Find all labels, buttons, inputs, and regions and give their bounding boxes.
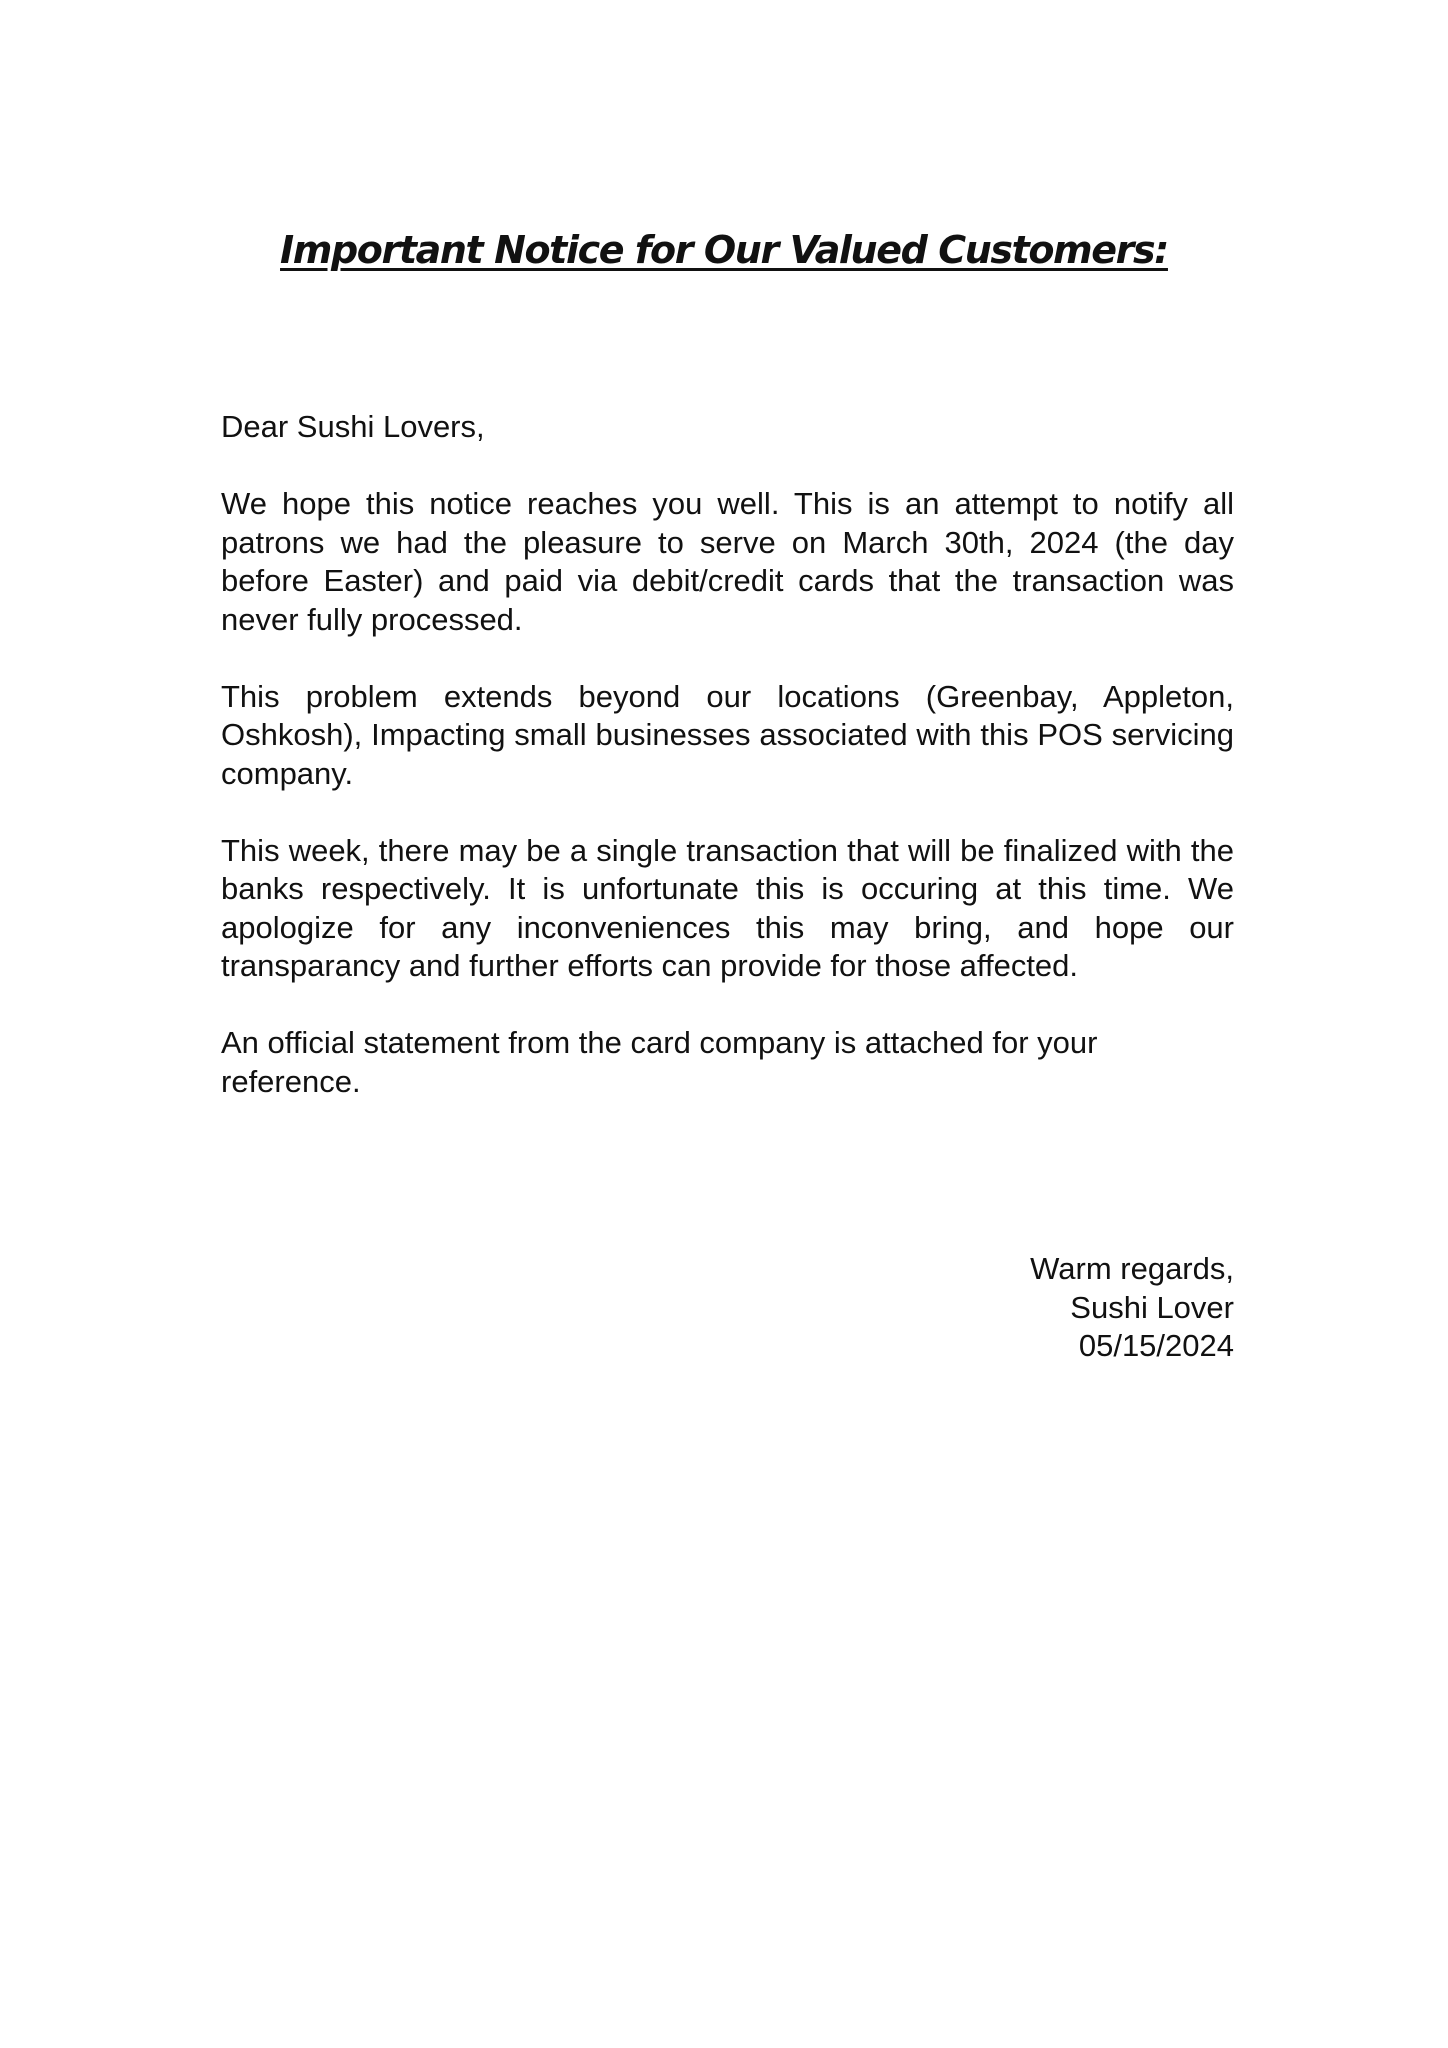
- paragraph-scope: This problem extends beyond our locations (Greenbay, Appleton, Oshkosh), Impacting small businesses associated with this POS servicing company.: [221, 678, 1234, 791]
- salutation: Dear Sushi Lovers,: [221, 409, 485, 444]
- signoff: Warm regards,: [1030, 1251, 1234, 1286]
- paragraph-transaction: This week, there may be a single transaction that will be finalized with the banks respectively. It is unfortunate this is occuring at this time. We apologize for any inconveniences this may bring, and hope our transparancy and further efforts can provide for those affected.: [221, 832, 1234, 983]
- letter-closing: [221, 1250, 1234, 1366]
- signer-name: Sushi Lover: [1070, 1289, 1234, 1325]
- letter-date: 05/15/2024: [1078, 1328, 1234, 1363]
- notice-title: Important Notice for Our Valued Customers:: [280, 228, 1168, 272]
- paragraph-notification: We hope this notice reaches you well. This is an attempt to notify all patrons we had the pleasure to serve on March 30th, 2024 (the day before Easter) and paid via debit/credit cards that the transaction was never fully processed.: [221, 486, 1234, 637]
- letter-body: [221, 408, 1234, 1140]
- paragraph-statement: An official statement from the card company is attached for your reference.: [221, 1025, 1098, 1099]
